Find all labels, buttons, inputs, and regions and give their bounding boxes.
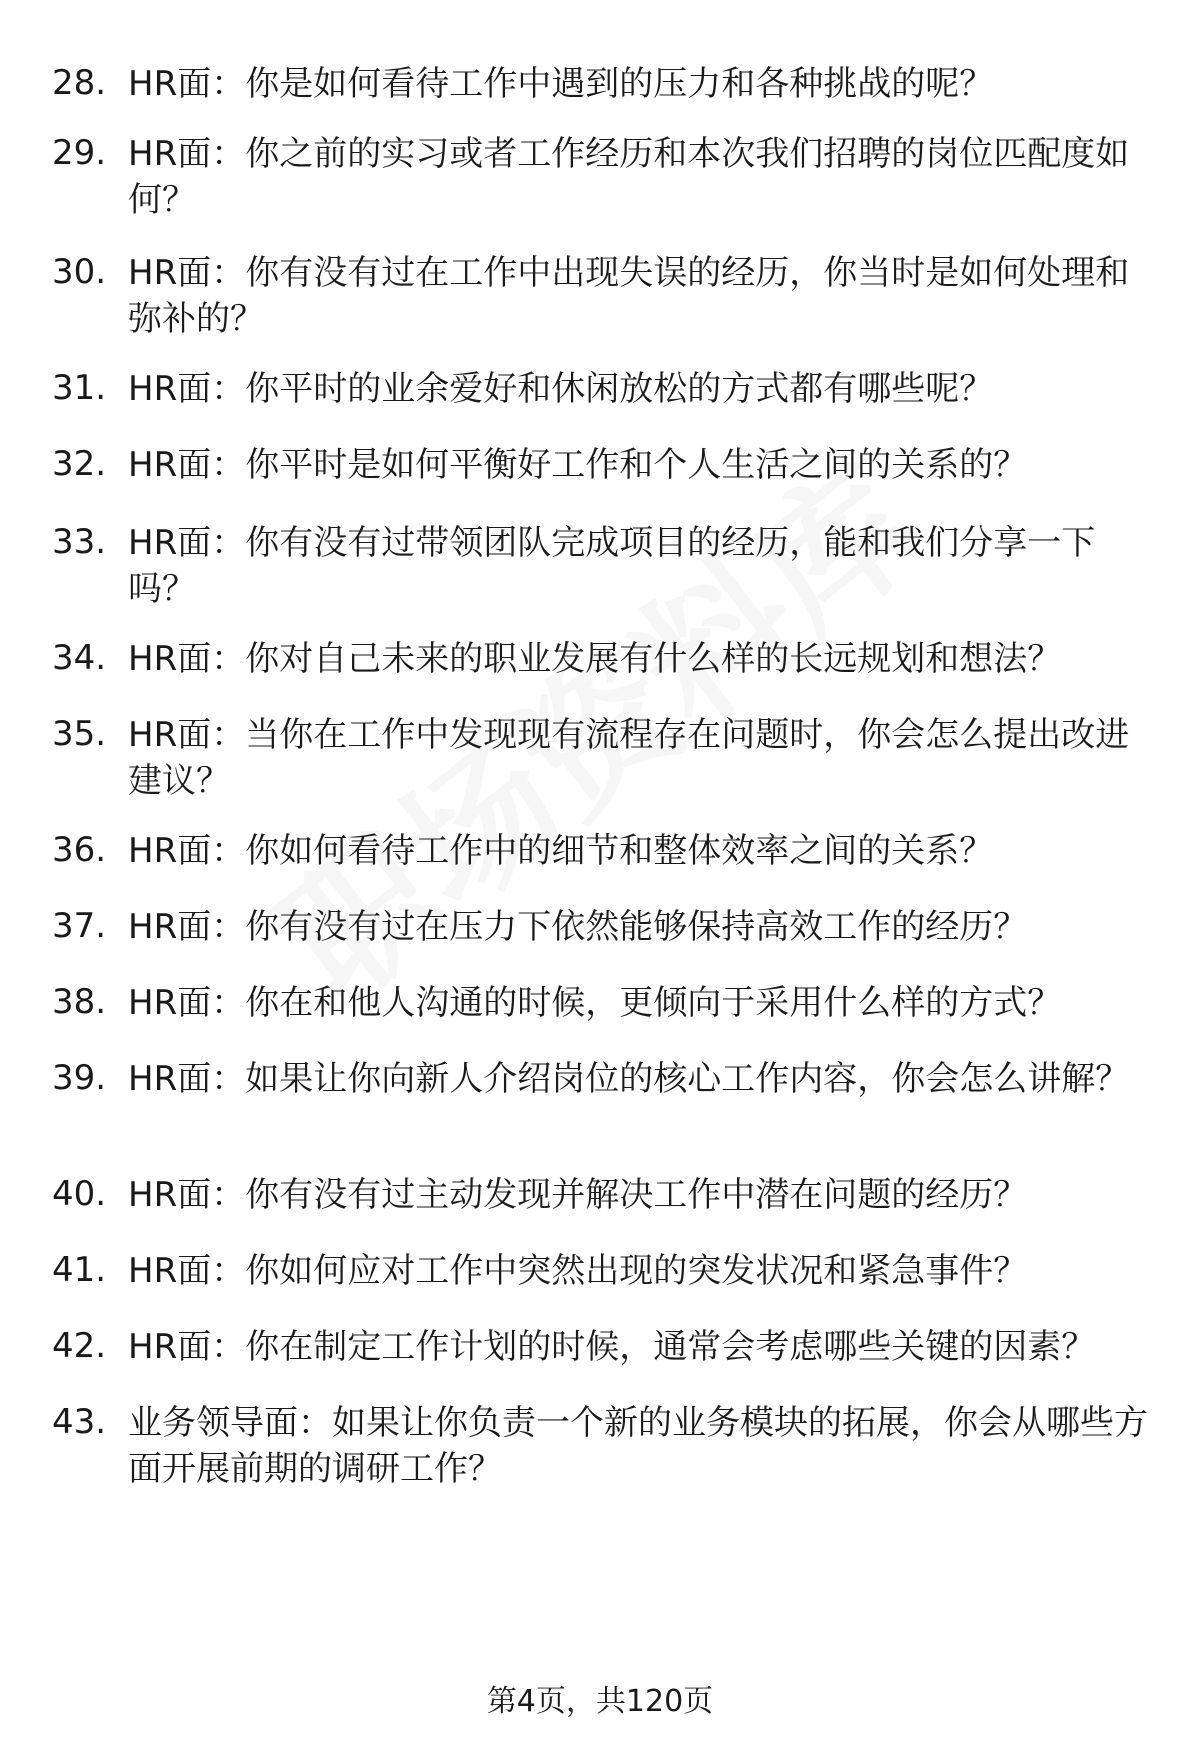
question-text: HR面：你在和他人沟通的时候，更倾向于采用什么样的方式？	[128, 983, 1062, 1023]
question-text: HR面：你有没有过带领团队完成项目的经历，能和我们分享一下吗？	[128, 523, 1096, 609]
question-number: 30.	[52, 252, 107, 292]
question-text: HR面：你有没有过主动发现并解决工作中潜在问题的经历？	[128, 1175, 1028, 1215]
question-text: HR面：你是如何看待工作中遇到的压力和各种挑战的呢？	[128, 64, 994, 104]
question-text: HR面：当你在工作中发现现有流程存在问题时，你会怎么提出改进建议？	[128, 715, 1130, 801]
question-text: HR面：你之前的实习或者工作经历和本次我们招聘的岗位匹配度如何？	[128, 134, 1130, 220]
page-footer: 第4页，共120页	[486, 1684, 714, 1719]
question-text: HR面：如果让你向新人介绍岗位的核心工作内容，你会怎么讲解？	[128, 1059, 1130, 1099]
question-number: 28.	[52, 63, 107, 103]
question-number: 35.	[52, 714, 107, 754]
question-number: 40.	[52, 1174, 107, 1214]
question-text: HR面：你平时是如何平衡好工作和个人生活之间的关系的？	[128, 445, 1028, 485]
question-number: 37.	[52, 906, 107, 946]
question-number: 33.	[52, 522, 107, 562]
question-number: 41.	[52, 1250, 107, 1290]
question-number: 42.	[52, 1326, 107, 1366]
question-number: 36.	[52, 830, 107, 870]
question-number: 38.	[52, 982, 107, 1022]
question-text: HR面：你有没有过在工作中出现失误的经历，你当时是如何处理和弥补的？	[128, 253, 1130, 339]
question-text: 业务领导面：如果让你负责一个新的业务模块的拓展，你会从哪些方面开展前期的调研工作？	[128, 1403, 1148, 1489]
question-number: 32.	[52, 444, 107, 484]
question-text: HR面：你平时的业余爱好和休闲放松的方式都有哪些呢？	[128, 369, 994, 409]
question-number: 29.	[52, 133, 107, 173]
question-number: 39.	[52, 1058, 107, 1098]
question-text: HR面：你对自己未来的职业发展有什么样的长远规划和想法？	[128, 639, 1062, 679]
question-text: HR面：你如何看待工作中的细节和整体效率之间的关系？	[128, 831, 994, 871]
question-text: HR面：你如何应对工作中突然出现的突发状况和紧急事件？	[128, 1251, 1028, 1291]
question-number: 31.	[52, 368, 107, 408]
question-text: HR面：你有没有过在压力下依然能够保持高效工作的经历？	[128, 907, 1028, 947]
question-number: 43.	[52, 1402, 107, 1442]
question-number: 34.	[52, 638, 107, 678]
question-text: HR面：你在制定工作计划的时候，通常会考虑哪些关键的因素？	[128, 1327, 1096, 1367]
